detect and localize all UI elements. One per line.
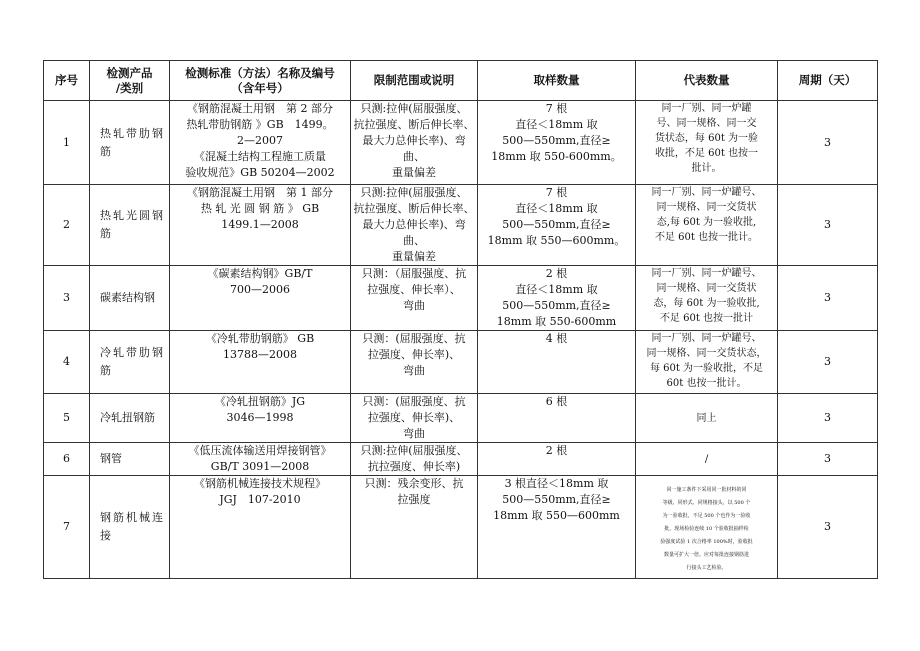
row-sample-line: 18mm 取 550-600mm。 xyxy=(491,150,622,163)
header-seq: 序号 xyxy=(44,61,90,101)
row-represent-line: 同一厂别、同一炉罐 xyxy=(661,103,752,114)
row-sample xyxy=(478,476,636,579)
table-row xyxy=(44,101,878,185)
row-represent xyxy=(636,185,778,266)
row-standard xyxy=(170,266,351,331)
row-limit-line: 只测：(屈服强度、抗 xyxy=(362,332,466,345)
row-product: 碳素结构钢 xyxy=(90,266,170,331)
row-standard-line: 3046—1998 xyxy=(226,411,294,424)
header-represent: 代表数量 xyxy=(636,61,778,101)
row-limit-line: 抗拉强度、断后伸长率、 xyxy=(353,202,475,215)
row-limit xyxy=(351,101,478,185)
row-standard-line: GB/T 3091—2008 xyxy=(210,460,310,473)
row-seq: 1 xyxy=(44,101,90,185)
row-represent-line: 同一规格、同一交货状态， xyxy=(646,348,767,359)
row-represent xyxy=(636,476,778,579)
row-represent-line: 号、同一规格、同一交 xyxy=(656,118,757,129)
row-product: 冷轧带肋钢筋 xyxy=(90,331,170,394)
row-seq: 7 xyxy=(44,476,90,579)
row-seq: 2 xyxy=(44,185,90,266)
row-represent-line: 同一规格、同一交货状 xyxy=(656,283,757,294)
row-standard-line: 热 轧 光 圆 钢 筋 》 GB xyxy=(200,202,320,215)
header-standard: 检测标准（方法）名称及编号 （含年号） xyxy=(170,61,351,101)
row-represent-line: 等级、同形式、同规格接头，以 500 个 xyxy=(662,500,751,506)
row-sample-line: 3 根直径＜18mm 取 xyxy=(504,477,609,490)
row-limit xyxy=(351,394,478,443)
row-standard-line: 《低压流体输送用焊接钢管》 xyxy=(188,444,332,457)
row-seq: 5 xyxy=(44,394,90,443)
table-row xyxy=(44,185,878,266)
row-limit-line: 最大力总伸长率)、弯 xyxy=(362,218,466,231)
row-sample-line: 18mm 取 550-600mm xyxy=(496,315,617,328)
row-represent-line: 验强度试验 1 次合格率 100%时，验收批 xyxy=(660,539,753,545)
row-sample xyxy=(478,331,636,394)
row-sample-line: 18mm 取 550—600mm。 xyxy=(487,234,626,247)
row-sample-line: 7 根 xyxy=(545,186,568,199)
row-sample-line: 4 根 xyxy=(545,332,568,345)
row-standard-line: 13788—2008 xyxy=(223,348,297,361)
row-standard-line: 《钢筋机械连接技术规程》 xyxy=(194,477,326,490)
row-limit-line: 弯曲 xyxy=(403,364,425,377)
row-sample-line: 500—550mm,直径≥ xyxy=(502,493,611,506)
row-represent-line: 同一施工条件下采用同一批材料的同 xyxy=(666,487,747,493)
row-represent xyxy=(636,266,778,331)
row-seq: 4 xyxy=(44,331,90,394)
row-limit xyxy=(351,185,478,266)
row-standard-line: 2—2007 xyxy=(237,134,283,147)
header-sample: 取样数量 xyxy=(478,61,636,101)
row-represent-line: 同一厂别、同一炉罐号、 xyxy=(651,187,762,198)
row-limit-line: 只测：（屈服强度、抗 xyxy=(361,267,467,280)
row-standard xyxy=(170,394,351,443)
row-period: 3 xyxy=(778,476,878,579)
row-limit-line: 抗拉强度、伸长率) xyxy=(367,460,461,473)
row-period: 3 xyxy=(778,185,878,266)
row-represent-line: 态，每 60t 为一验收批, xyxy=(653,298,760,309)
row-standard xyxy=(170,331,351,394)
row-period: 3 xyxy=(778,331,878,394)
row-standard-line: 1499.1—2008 xyxy=(221,218,299,231)
row-sample-line: 6 根 xyxy=(545,395,568,408)
row-standard-line: 《钢筋混凝土用钢 第 2 部分 xyxy=(187,102,333,115)
row-represent xyxy=(636,443,778,476)
row-represent-line: 同一厂别、同一炉罐号、 xyxy=(651,333,762,344)
row-represent-line: 不足 60t 也按一批计 xyxy=(659,313,754,324)
row-standard-line: 热轧带肋钢筋 》GB 1499。 xyxy=(186,118,334,131)
row-product: 钢管 xyxy=(90,443,170,476)
table-row xyxy=(44,266,878,331)
row-sample-line: 直径＜18mm 取 xyxy=(515,283,598,296)
row-standard-line: 《碳素结构钢》GB/T xyxy=(207,267,313,280)
row-represent xyxy=(636,101,778,185)
row-sample-line: 直径＜18mm 取 xyxy=(515,118,598,131)
row-limit-line: 重量偏差 xyxy=(392,166,436,179)
row-limit-line: 拉强度、伸长率)、 xyxy=(367,348,461,361)
row-limit-line: 拉强度、伸长率)、 xyxy=(367,411,461,424)
row-limit-line: 拉强度、伸长率）、 xyxy=(367,283,461,296)
row-limit xyxy=(351,331,478,394)
row-limit xyxy=(351,476,478,579)
row-limit-line: 最大力总伸长率)、弯 xyxy=(362,134,466,147)
header-limit: 限制范围或说明 xyxy=(351,61,478,101)
row-limit-line: 弯曲 xyxy=(403,299,425,312)
row-period: 3 xyxy=(778,394,878,443)
row-represent-line: / xyxy=(704,453,709,465)
row-seq: 6 xyxy=(44,443,90,476)
row-sample xyxy=(478,394,636,443)
table-row xyxy=(44,476,878,579)
row-standard-line: JGJ 107-2010 xyxy=(219,493,301,506)
row-represent-line: 收批，不足 60t 也按一 xyxy=(654,148,759,159)
row-limit-line: 曲、 xyxy=(403,234,425,247)
row-limit-line: 只测：残余变形、抗 xyxy=(364,477,464,490)
row-standard-line: 《冷轧带肋钢筋》 GB xyxy=(205,332,315,345)
row-represent-line: 态,每 60t 为一验收批, xyxy=(656,217,757,228)
header-product: 检测产品 /类别 xyxy=(90,61,170,101)
header-row xyxy=(44,61,878,101)
row-limit-line: 只测:拉伸(屈服强度、 xyxy=(360,186,468,199)
row-sample xyxy=(478,185,636,266)
row-sample-line: 直径＜18mm 取 xyxy=(515,202,598,215)
row-product: 热轧光圆钢筋 xyxy=(90,185,170,266)
row-standard-line: 700—2006 xyxy=(230,283,290,296)
row-standard xyxy=(170,185,351,266)
row-represent-line: 同一规格、同一交货状 xyxy=(656,202,757,213)
row-sample xyxy=(478,443,636,476)
row-sample-line: 500—550mm,直径≥ xyxy=(502,134,611,147)
row-standard-line: 《钢筋混凝土用钢 第 1 部分 xyxy=(187,186,333,199)
row-represent-line: 批计。 xyxy=(691,163,722,174)
row-sample-line: 2 根 xyxy=(545,267,568,280)
row-product: 冷轧扭钢筋 xyxy=(90,394,170,443)
table-row xyxy=(44,331,878,394)
row-standard-line: 验收规范》GB 50204—2002 xyxy=(185,166,335,179)
row-standard xyxy=(170,443,351,476)
row-limit-line: 重量偏差 xyxy=(392,250,436,263)
row-represent-line: 不足 60t 也按一批计。 xyxy=(654,232,759,243)
row-represent-line: 60t 也按一批计。 xyxy=(666,378,747,389)
row-product: 热轧带肋钢筋 xyxy=(90,101,170,185)
row-represent-line: 每 60t 为一验收批，不足 xyxy=(649,363,764,374)
row-represent-line: 货状态，每 60t 为一验 xyxy=(654,133,759,144)
row-represent-line: 同一厂别、同一炉罐号、 xyxy=(651,268,762,279)
row-sample-line: 500—550mm,直径≥ xyxy=(502,218,611,231)
row-limit xyxy=(351,443,478,476)
row-sample-line: 7 根 xyxy=(545,102,568,115)
row-sample xyxy=(478,101,636,185)
row-period: 3 xyxy=(778,443,878,476)
row-represent xyxy=(636,394,778,443)
row-product: 钢筋机械连接 xyxy=(90,476,170,579)
row-standard xyxy=(170,101,351,185)
row-limit xyxy=(351,266,478,331)
row-represent-line: 数量可扩大一倍。应对每批连接钢筋进 xyxy=(663,552,749,558)
row-limit-line: 只测：(屈服强度、抗 xyxy=(362,395,466,408)
row-standard-line: 《混凝土结构工程施工质量 xyxy=(194,150,326,163)
row-limit-line: 曲、 xyxy=(403,150,425,163)
row-limit-line: 抗拉强度、断后伸长率、 xyxy=(353,118,475,131)
row-represent-line: 为一验收批，不足 500 个也作为一验收 xyxy=(662,513,751,519)
row-represent-line: 批。现场检验连续 10 个验收批抽样检 xyxy=(664,526,749,532)
row-limit-line: 只测:拉伸(屈服强度、 xyxy=(360,102,468,115)
row-sample-line: 18mm 取 550—600mm xyxy=(493,509,620,522)
row-seq: 3 xyxy=(44,266,90,331)
row-standard-line: 《冷轧扭钢筋》JG xyxy=(214,395,306,408)
table-row xyxy=(44,394,878,443)
row-represent-line: 行接头工艺检验。 xyxy=(686,565,727,571)
row-standard xyxy=(170,476,351,579)
row-limit-line: 弯曲 xyxy=(403,427,425,440)
table-row xyxy=(44,443,878,476)
row-period: 3 xyxy=(778,101,878,185)
row-sample-line: 2 根 xyxy=(545,444,568,457)
header-period: 周期（天） xyxy=(778,61,878,101)
inspection-table xyxy=(43,60,878,579)
row-limit-line: 拉强度 xyxy=(397,493,431,506)
row-sample xyxy=(478,266,636,331)
row-period: 3 xyxy=(778,266,878,331)
row-represent xyxy=(636,331,778,394)
row-sample-line: 500—550mm,直径≥ xyxy=(502,299,611,312)
row-represent-line: 同上 xyxy=(696,412,717,424)
row-limit-line: 只测:拉伸(屈服强度、 xyxy=(360,444,468,457)
